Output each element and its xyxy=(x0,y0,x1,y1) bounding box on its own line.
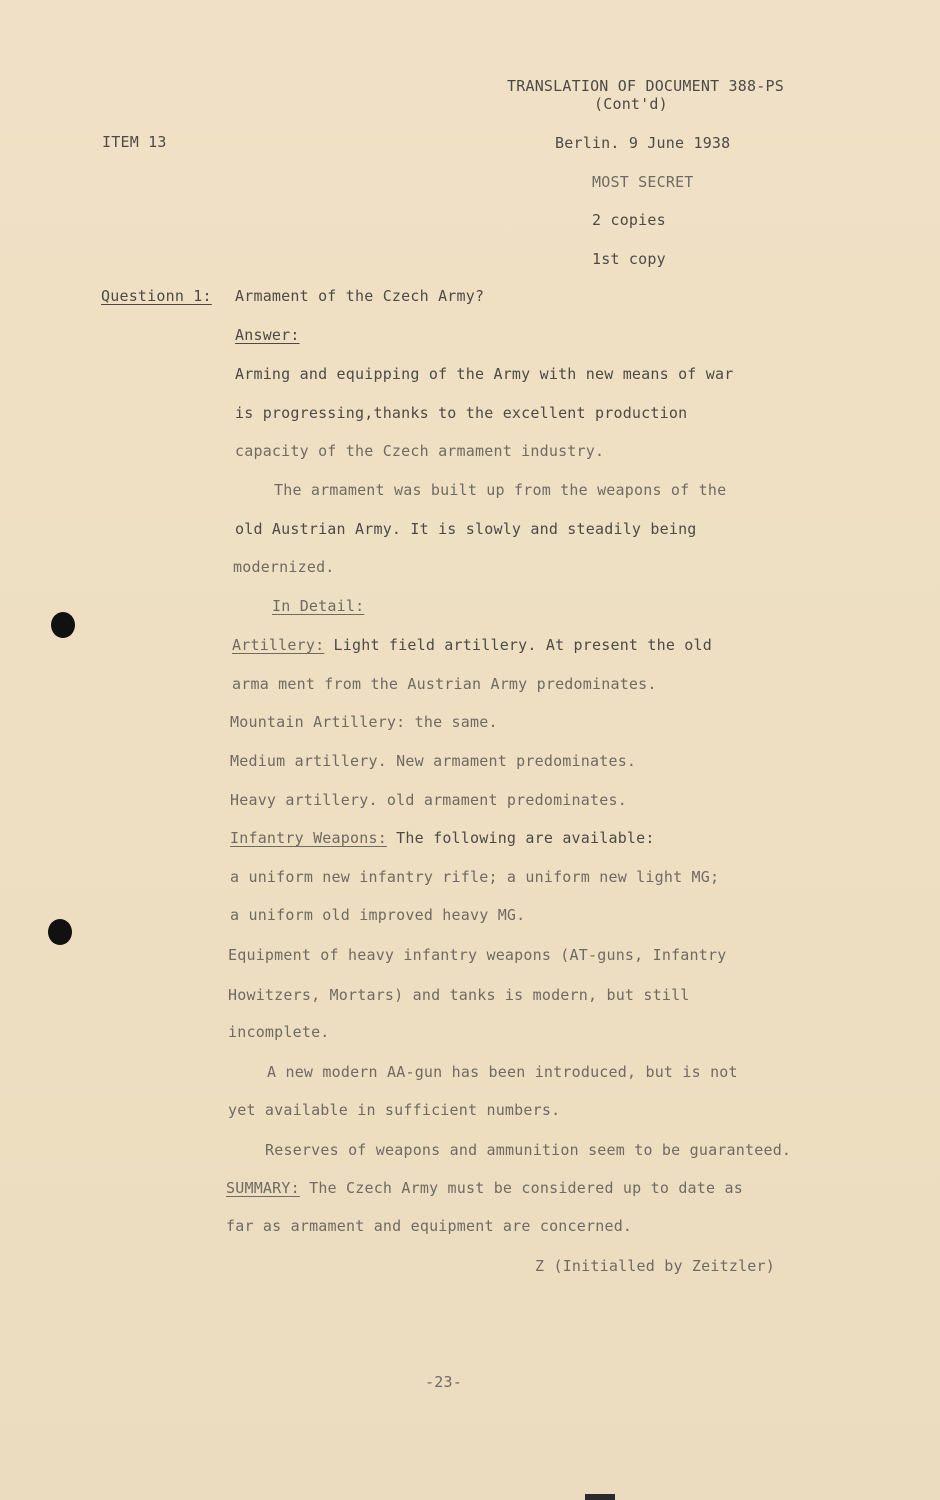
question-label: Questionn 1: xyxy=(101,287,212,305)
summary-line xyxy=(226,1179,743,1197)
paragraph-line: arma ment from the Austrian Army predominates. xyxy=(232,675,657,693)
paragraph-line: is progressing,thanks to the excellent production xyxy=(235,404,688,422)
paragraph-line: incomplete. xyxy=(228,1023,330,1041)
summary-label: SUMMARY: xyxy=(226,1179,300,1197)
signature: Z (Initialled by Zeitzler) xyxy=(535,1257,775,1275)
artillery-label: Artillery: xyxy=(232,636,325,654)
paragraph-line: a uniform new infantry rifle; a uniform new light MG; xyxy=(230,868,720,886)
paragraph-line: modernized. xyxy=(233,558,335,576)
copies-count: 2 copies xyxy=(592,211,666,229)
paragraph-line: Mountain Artillery: the same. xyxy=(230,713,498,731)
punch-hole-top xyxy=(51,612,75,638)
paragraph-line: Medium artillery. New armament predominates. xyxy=(230,752,637,770)
paragraph-line: yet available in sufficient numbers. xyxy=(228,1101,561,1119)
paragraph-line: old Austrian Army. It is slowly and steadily being xyxy=(235,520,697,538)
question-text: Armament of the Czech Army? xyxy=(235,287,485,305)
document-contd: (Cont'd) xyxy=(594,95,668,113)
document-title: TRANSLATION OF DOCUMENT 388-PS xyxy=(507,77,784,95)
paragraph-line: Heavy artillery. old armament predominates. xyxy=(230,791,627,809)
paragraph-line: capacity of the Czech armament industry. xyxy=(235,442,605,460)
paragraph-line: A new modern AA-gun has been introduced, but is not xyxy=(267,1063,738,1081)
document-date: Berlin. 9 June 1938 xyxy=(555,134,731,152)
paragraph-line: Arming and equipping of the Army with new means of war xyxy=(235,365,734,383)
artillery-text: Light field artillery. At present the old xyxy=(324,636,713,654)
paragraph-line: Howitzers, Mortars) and tanks is modern, but still xyxy=(228,986,690,1004)
infantry-label: Infantry Weapons: xyxy=(230,829,387,847)
paragraph-line: The armament was built up from the weapons of the xyxy=(274,481,727,499)
answer-label: Answer: xyxy=(235,326,300,344)
paragraph-line: far as armament and equipment are concerned. xyxy=(226,1217,633,1235)
infantry-text: The following are available: xyxy=(386,829,655,847)
edge-mark xyxy=(585,1494,615,1500)
item-number: ITEM 13 xyxy=(102,133,167,151)
infantry-line xyxy=(230,829,655,847)
copy-number: 1st copy xyxy=(592,250,666,268)
page-number: -23- xyxy=(425,1373,462,1391)
paragraph-line: Reserves of weapons and ammunition seem to be guaranteed. xyxy=(265,1141,792,1159)
summary-text: The Czech Army must be considered up to date as xyxy=(299,1179,743,1197)
paragraph-line: Equipment of heavy infantry weapons (AT-guns, Infantry xyxy=(228,946,727,964)
classification: MOST SECRET xyxy=(592,173,694,191)
punch-hole-bottom xyxy=(48,919,72,945)
detail-heading: In Detail: xyxy=(272,597,365,615)
artillery-line xyxy=(232,636,712,654)
paragraph-line: a uniform old improved heavy MG. xyxy=(230,906,526,924)
